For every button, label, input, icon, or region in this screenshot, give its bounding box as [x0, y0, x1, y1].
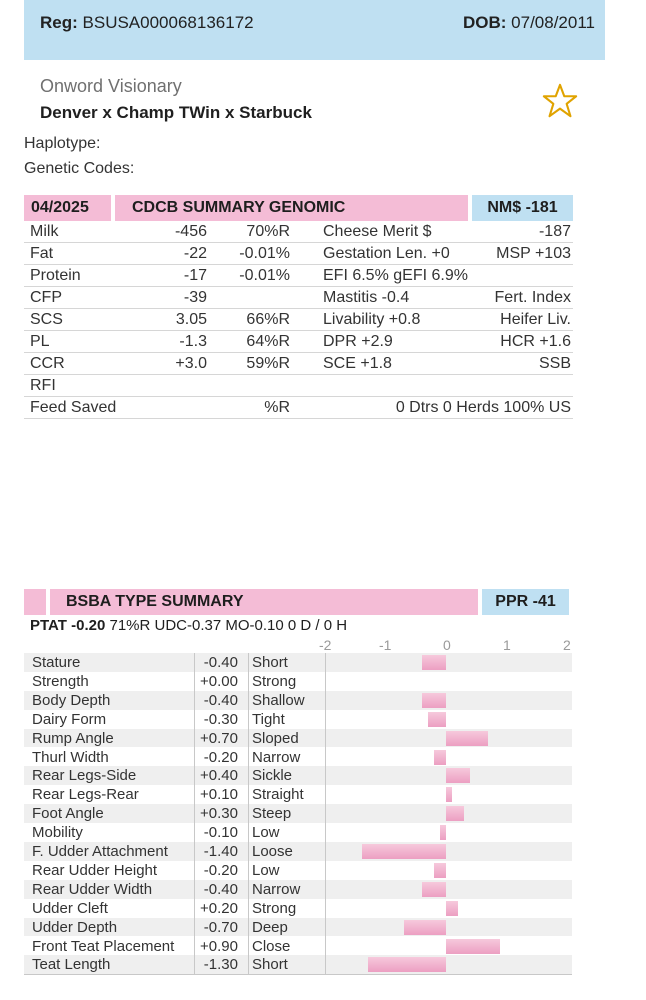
secondary-trait: SCE +1.8	[323, 355, 392, 372]
type-trait-bar	[440, 825, 446, 840]
genomic-row	[24, 243, 573, 265]
type-trait-row	[24, 691, 572, 710]
ptat-label: PTAT	[30, 617, 67, 634]
net-merit-value: NM$ -181	[472, 195, 573, 221]
type-trait-name: Rear Legs-Side	[32, 767, 137, 785]
type-trait-descriptor: Loose	[252, 843, 293, 860]
haplotype-label: Haplotype:	[24, 135, 101, 152]
trait-label: CFP	[30, 289, 62, 306]
genomic-row	[24, 265, 573, 287]
trait-label: Feed Saved	[30, 399, 117, 416]
type-trait-row	[24, 880, 572, 899]
axis-tick-label: -2	[319, 637, 332, 653]
type-trait-value: -1.30	[203, 956, 238, 974]
type-trait-descriptor: Short	[252, 956, 288, 974]
type-trait-value: +0.20	[200, 899, 238, 917]
type-trait-bar	[446, 731, 488, 746]
type-trait-value: -0.70	[203, 918, 238, 936]
genomic-row	[24, 397, 573, 419]
trait-reliability: 59%R	[246, 355, 290, 372]
type-trait-row	[24, 899, 572, 918]
genomic-row	[24, 331, 573, 353]
type-trait-bar	[446, 787, 452, 802]
trait-value: -17	[183, 267, 207, 284]
secondary-trait: Mastitis -0.4	[323, 289, 410, 306]
type-trait-name: Rump Angle	[32, 729, 114, 747]
type-trait-descriptor: Tight	[252, 710, 285, 728]
type-trait-descriptor: Sloped	[252, 729, 299, 747]
type-trait-descriptor: Narrow	[252, 880, 301, 898]
trait-value: -22	[183, 245, 207, 262]
secondary-trait: DPR +2.9	[323, 333, 393, 350]
type-trait-name: Rear Udder Width	[32, 880, 153, 898]
type-trait-value: -0.20	[203, 861, 238, 879]
type-trait-value: +0.70	[200, 729, 238, 747]
genomic-date: 04/2025	[24, 195, 111, 221]
ptat-details: 71%R UDC-0.37 MO-0.10 0 D / 0 H	[109, 617, 348, 634]
type-trait-row	[24, 804, 572, 823]
type-trait-row	[24, 918, 572, 937]
trait-reliability: 64%R	[246, 333, 290, 350]
secondary-value: Heifer Liv.	[500, 311, 571, 328]
axis-tick-label: 1	[503, 637, 511, 653]
type-trait-name: Udder Cleft	[32, 899, 108, 917]
trait-reliability: -0.01%	[239, 267, 290, 284]
type-trait-bar	[422, 882, 446, 897]
reg-label: Reg:	[40, 13, 78, 32]
ptat-value: -0.20	[71, 617, 106, 634]
column-divider	[194, 653, 195, 974]
registration-number	[40, 13, 254, 33]
type-trait-bar	[368, 957, 446, 972]
type-trait-value: -0.40	[203, 880, 238, 898]
secondary-value: Fert. Index	[494, 289, 571, 306]
trait-reliability: -0.01%	[239, 245, 290, 262]
trait-reliability: %R	[264, 399, 290, 416]
type-trait-name: Strength	[32, 672, 89, 690]
chart-bottom-border	[24, 974, 572, 975]
secondary-value: 0 Dtrs 0 Herds 100% US	[395, 399, 571, 416]
ppr-value: PPR -41	[482, 589, 569, 615]
type-trait-bar	[446, 768, 470, 783]
genomic-row	[24, 309, 573, 331]
trait-value: -39	[183, 289, 207, 306]
type-trait-bar	[404, 920, 446, 935]
type-trait-name: Front Teat Placement	[32, 937, 175, 955]
registration-bar	[24, 0, 605, 60]
column-divider	[248, 653, 249, 974]
trait-value: +3.0	[175, 355, 207, 372]
secondary-value: HCR +1.6	[500, 333, 571, 350]
type-trait-bar	[446, 939, 500, 954]
type-trait-descriptor: Narrow	[252, 748, 301, 766]
type-trait-row	[24, 729, 572, 748]
trait-value: -1.3	[179, 333, 207, 350]
secondary-trait: EFI 6.5% gEFI 6.9%	[323, 267, 468, 284]
type-trait-row	[24, 653, 572, 672]
type-trait-value: +0.90	[200, 937, 238, 955]
type-trait-value: -1.40	[203, 843, 238, 860]
trait-label: CCR	[30, 355, 65, 372]
trait-label: Milk	[30, 223, 59, 240]
type-trait-row	[24, 672, 572, 691]
type-trait-row	[24, 842, 572, 861]
type-trait-bar	[362, 844, 446, 859]
genomic-title: CDCB SUMMARY GENOMIC	[115, 195, 468, 221]
type-trait-descriptor: Close	[252, 937, 291, 955]
column-divider	[325, 653, 326, 974]
type-trait-name: Rear Udder Height	[32, 861, 158, 879]
type-trait-descriptor: Straight	[252, 786, 304, 804]
reg-value: BSUSA000068136172	[82, 13, 254, 32]
type-trait-row	[24, 823, 572, 842]
type-trait-value: -0.20	[203, 748, 238, 766]
type-trait-descriptor: Sickle	[252, 767, 293, 785]
trait-label: PL	[30, 333, 50, 350]
date-of-birth	[463, 13, 595, 33]
type-trait-bar	[428, 712, 446, 727]
dob-label: DOB:	[462, 13, 507, 32]
type-trait-row	[24, 785, 572, 804]
type-trait-value: -0.40	[203, 654, 238, 671]
type-trait-value: +0.00	[200, 672, 238, 690]
trait-reliability: 70%R	[246, 223, 290, 240]
secondary-trait: Cheese Merit $	[323, 223, 432, 240]
axis-tick-label: 0	[443, 637, 451, 653]
type-trait-row	[24, 766, 572, 785]
axis-tick-label: 2	[563, 637, 571, 653]
type-trait-row	[24, 710, 572, 729]
dob-value: 07/08/2011	[511, 13, 595, 32]
type-trait-descriptor: Strong	[252, 672, 297, 690]
star-outline-icon[interactable]	[541, 82, 579, 120]
type-trait-name: Mobility	[32, 824, 83, 842]
trait-value: 3.05	[175, 311, 207, 328]
type-summary-title: BSBA TYPE SUMMARY	[50, 589, 478, 615]
type-trait-descriptor: Deep	[252, 918, 288, 936]
genomic-row	[24, 375, 573, 397]
genetic-codes-label: Genetic Codes:	[24, 160, 135, 177]
secondary-value: SSB	[538, 355, 571, 372]
type-trait-value: +0.40	[200, 767, 238, 785]
secondary-value: MSP +103	[496, 245, 571, 262]
secondary-trait: Livability +0.8	[323, 311, 421, 328]
type-trait-name: Body Depth	[32, 691, 111, 709]
type-trait-row	[24, 748, 572, 767]
secondary-trait: Gestation Len. +0	[323, 245, 450, 262]
secondary-value: -187	[538, 223, 571, 240]
type-trait-name: Udder Depth	[32, 918, 118, 936]
type-trait-row	[24, 955, 572, 974]
type-trait-name: Dairy Form	[32, 710, 107, 728]
type-trait-name: Stature	[32, 654, 81, 671]
animal-pedigree: Denver x Champ TWin x Starbuck	[40, 103, 312, 122]
type-trait-name: Rear Legs-Rear	[32, 786, 139, 804]
type-trait-descriptor: Steep	[252, 805, 292, 823]
genomic-row	[24, 221, 573, 243]
type-trait-name: Thurl Width	[32, 748, 109, 766]
type-trait-value: -0.40	[203, 691, 238, 709]
type-header-spacer	[24, 589, 46, 615]
type-trait-bar	[434, 863, 446, 878]
type-trait-descriptor: Low	[252, 861, 280, 879]
type-trait-value: +0.10	[200, 786, 238, 804]
type-trait-name: Foot Angle	[32, 805, 104, 823]
type-trait-bar	[422, 655, 446, 670]
axis-tick-label: -1	[379, 637, 392, 653]
trait-label: Protein	[30, 267, 81, 284]
genomic-row	[24, 287, 573, 309]
genomic-row	[24, 353, 573, 375]
trait-reliability: 66%R	[246, 311, 290, 328]
type-trait-bar	[422, 693, 446, 708]
type-trait-bar	[434, 750, 446, 765]
trait-label: Fat	[30, 245, 54, 262]
trait-label: SCS	[30, 311, 63, 328]
type-trait-value: -0.30	[203, 710, 238, 728]
trait-value: -456	[174, 223, 207, 240]
type-trait-value: -0.10	[203, 824, 238, 842]
type-trait-descriptor: Shallow	[252, 691, 305, 709]
type-trait-name: Teat Length	[32, 956, 111, 974]
type-trait-row	[24, 861, 572, 880]
type-trait-bar	[446, 806, 464, 821]
ptat-line	[30, 617, 347, 634]
type-trait-bar	[446, 901, 458, 916]
type-trait-descriptor: Short	[252, 654, 288, 671]
trait-label: RFI	[30, 377, 56, 394]
animal-name: Onword Visionary	[40, 76, 182, 96]
type-trait-descriptor: Strong	[252, 899, 297, 917]
type-trait-value: +0.30	[200, 805, 238, 823]
type-trait-name: F. Udder Attachment	[32, 843, 168, 860]
type-trait-descriptor: Low	[252, 824, 280, 842]
